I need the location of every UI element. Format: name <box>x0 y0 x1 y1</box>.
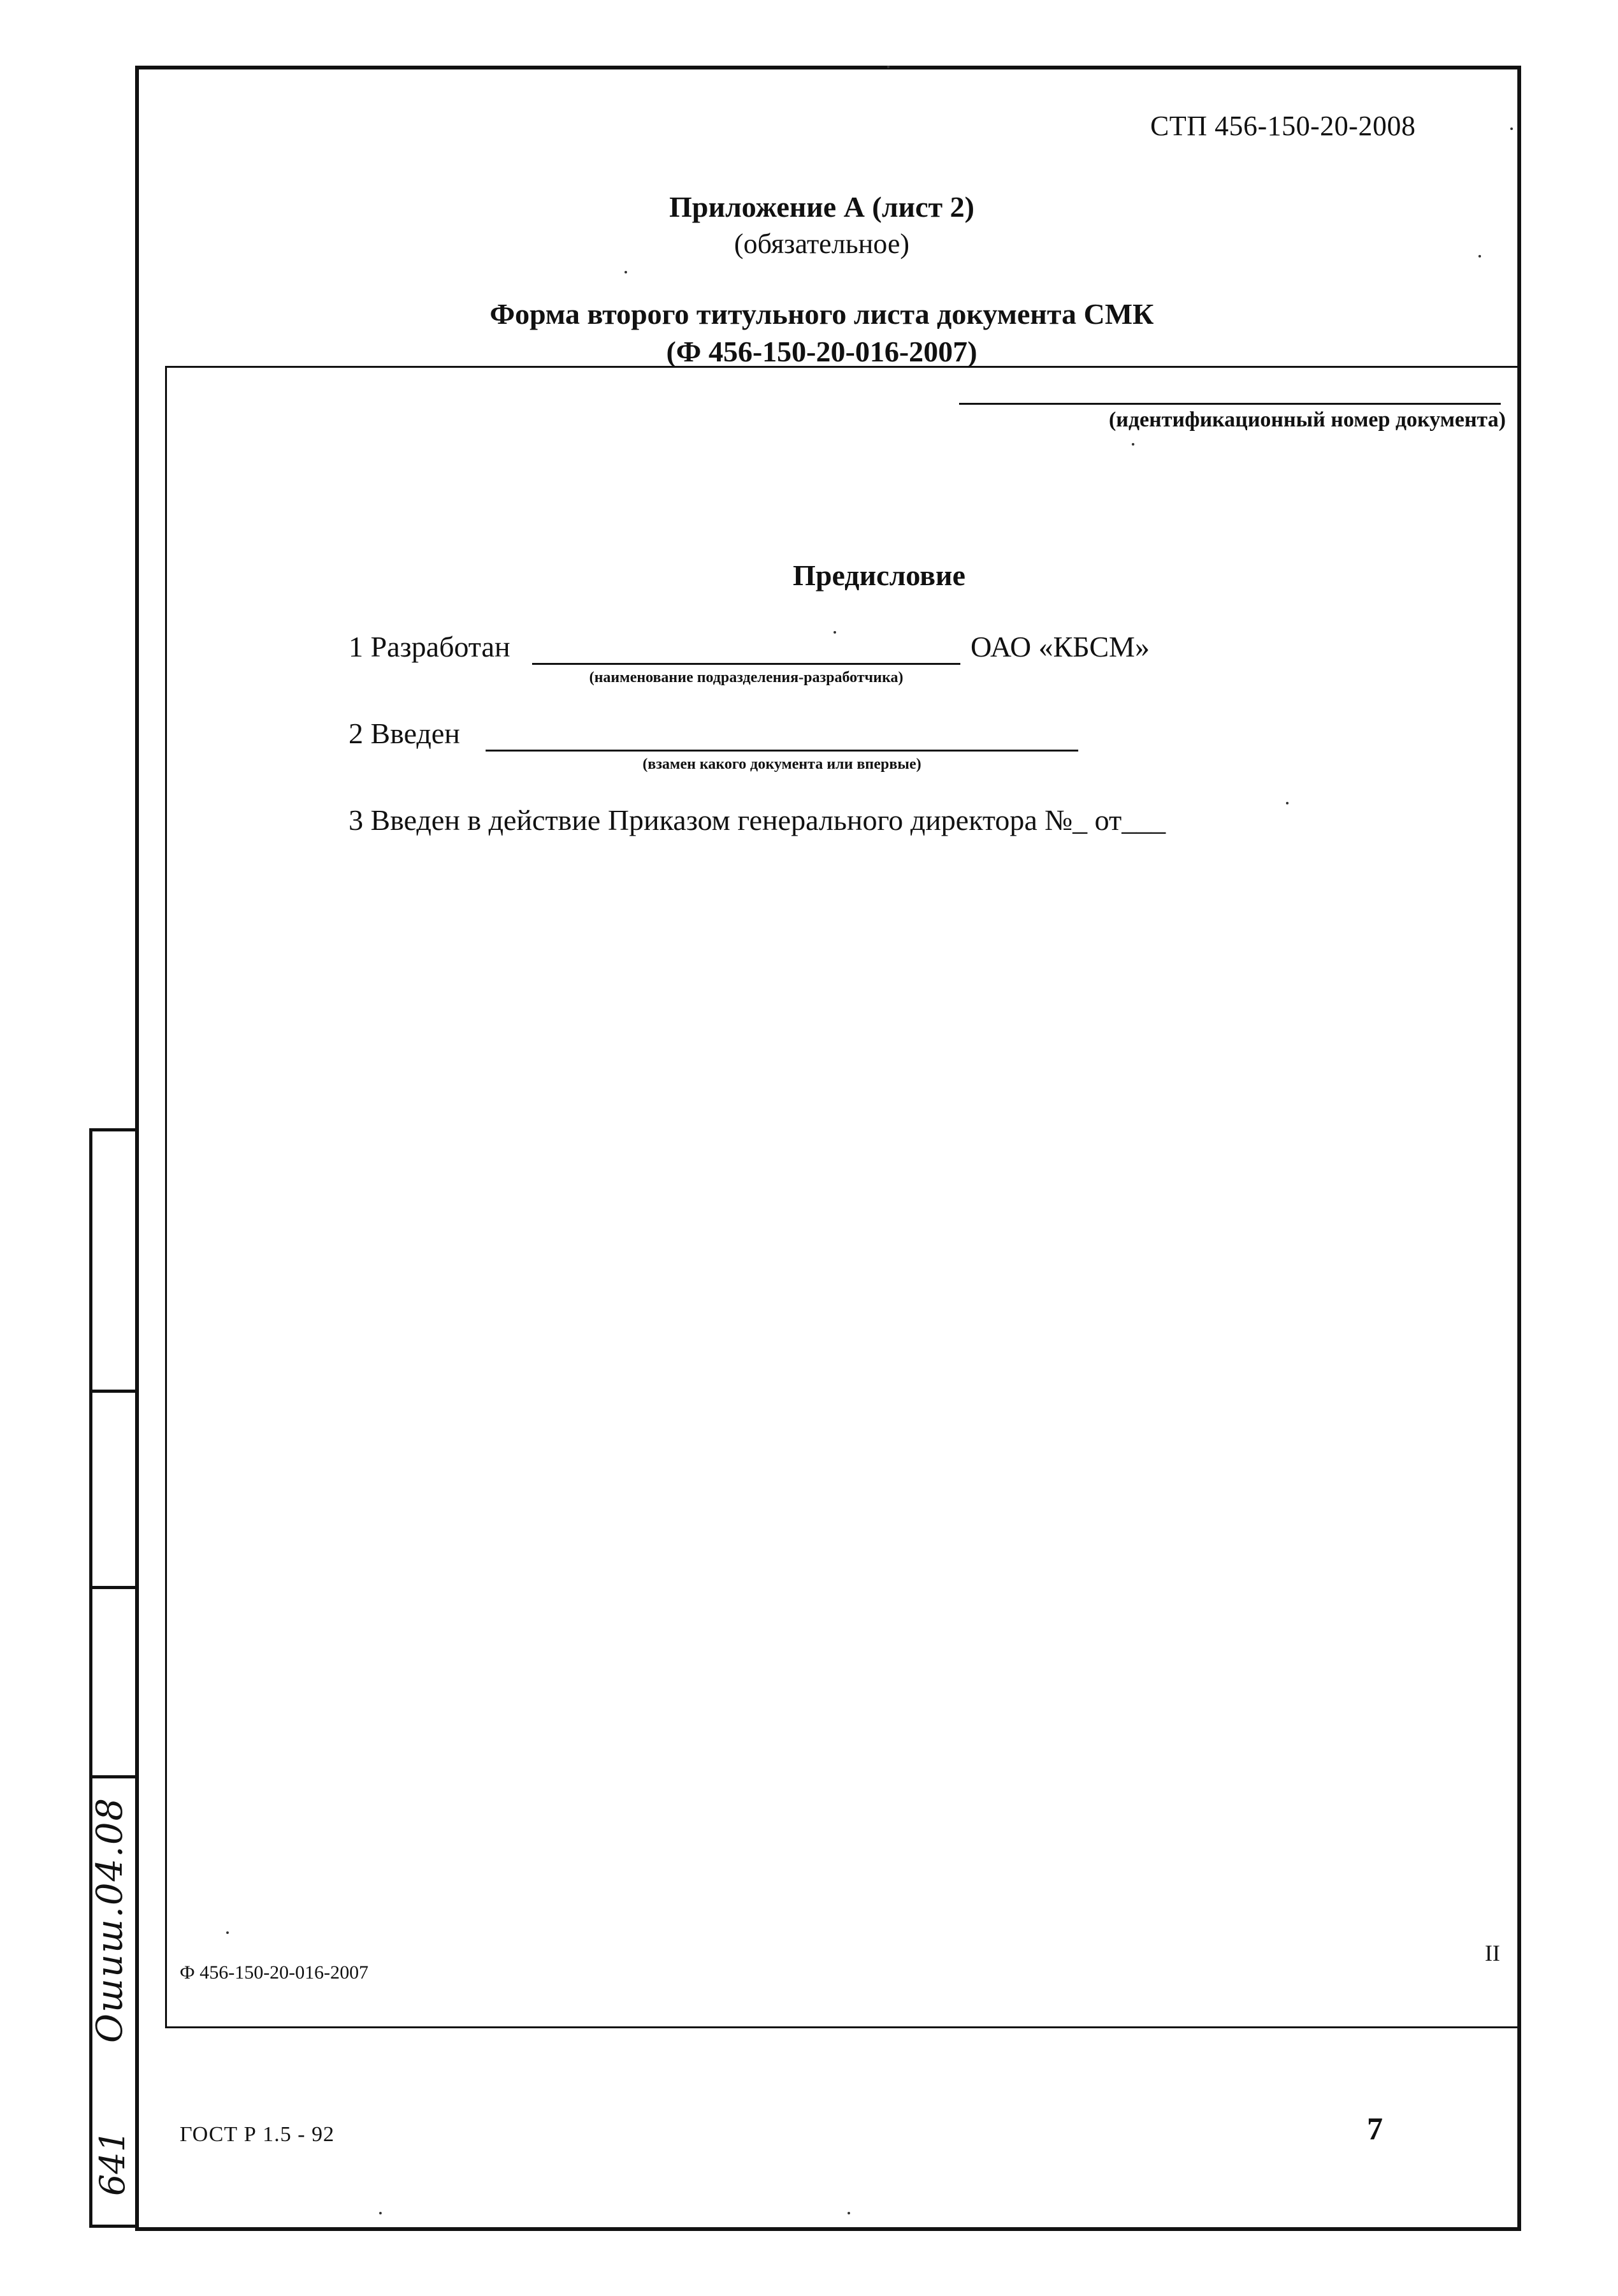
item-developed-blank <box>532 663 960 665</box>
form-footer-code: Ф 456-150-20-016-2007 <box>180 1962 369 1983</box>
form-code: (Ф 456-150-20-016-2007) <box>666 335 978 368</box>
margin-stamp-box <box>89 1128 137 2228</box>
scan-speck <box>887 66 890 68</box>
document-code: СТП 456-150-20-2008 <box>1150 110 1416 142</box>
margin-divider <box>89 1390 137 1393</box>
item-developed-label: 1 Разработан <box>349 630 510 663</box>
appendix-title: Приложение А (лист 2) <box>669 191 974 223</box>
scan-speck <box>1510 127 1513 130</box>
scan-speck <box>1132 443 1134 446</box>
scan-speck <box>625 271 627 273</box>
scan-speck <box>834 631 836 634</box>
form-frame-left <box>165 366 167 2028</box>
item-introduced-blank <box>486 750 1078 752</box>
appendix-status: (обязательное) <box>734 228 909 259</box>
scan-speck <box>1478 255 1481 258</box>
form-frame-bottom <box>165 2026 1519 2028</box>
item-enacted-text: 3 Введен в действие Приказом генерального директора №_ от___ <box>349 804 1166 836</box>
item-introduced-label: 2 Введен <box>349 717 460 750</box>
form-page-mark: II <box>1485 1940 1500 1966</box>
preface-title: Предисловие <box>793 559 965 592</box>
form-title: Форма второго титульного листа документа СМК <box>489 298 1154 330</box>
standard-reference: ГОСТ Р 1.5 - 92 <box>180 2123 335 2146</box>
scan-speck <box>1286 802 1289 804</box>
scan-speck <box>379 2212 382 2214</box>
item-developed-organization: ОАО «КБСМ» <box>971 630 1150 663</box>
id-number-caption: (идентификационный номер документа) <box>1108 408 1506 432</box>
margin-handwritten-note: Ошиш.04.08 <box>89 1796 131 2043</box>
margin-divider <box>89 1775 137 1778</box>
page-number: 7 <box>1367 2111 1383 2146</box>
page-frame <box>135 66 1521 2231</box>
scan-speck <box>226 1931 229 1934</box>
scan-speck <box>848 2212 850 2214</box>
margin-divider <box>89 1586 137 1589</box>
id-number-line <box>959 403 1501 405</box>
margin-handwritten-number: 641 <box>92 2130 133 2196</box>
item-developed-caption: (наименование подразделения-разработчика) <box>589 669 904 686</box>
item-introduced-caption: (взамен какого документа или впервые) <box>642 756 921 773</box>
